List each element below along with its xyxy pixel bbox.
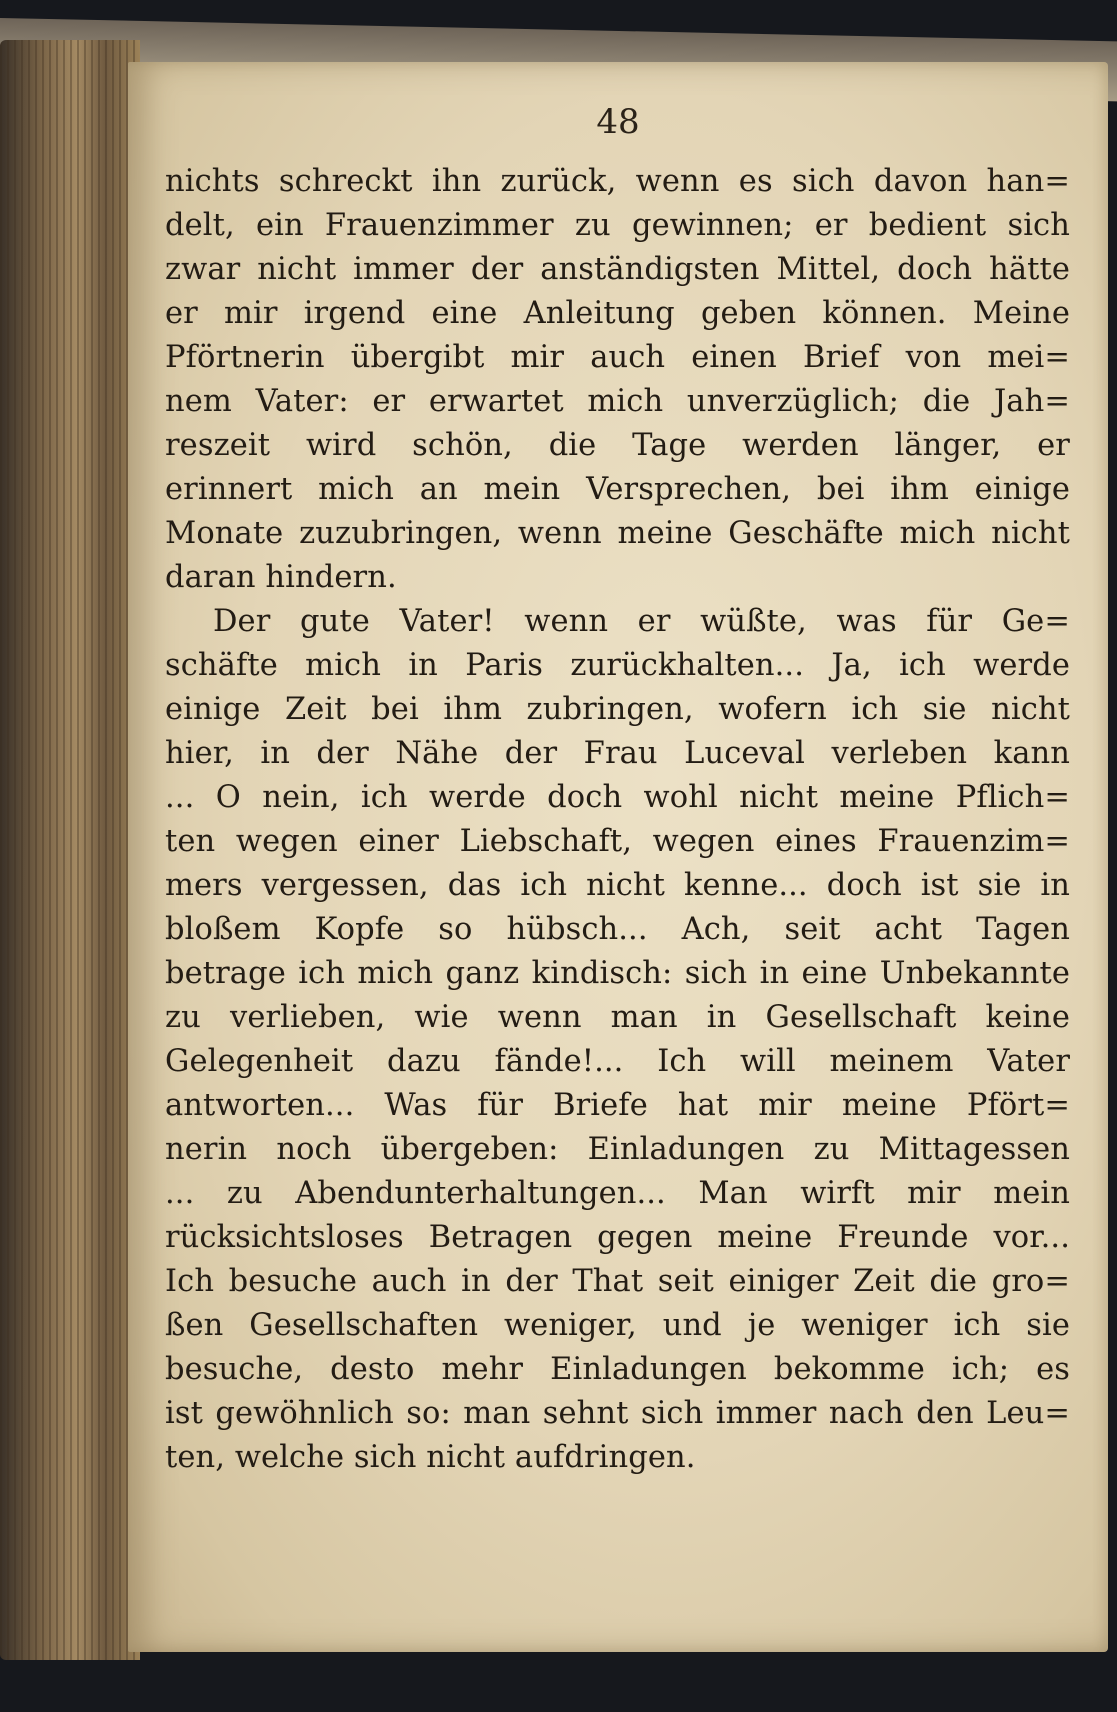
text-line: antworten... Was für Briefe hat mir meine Pfört= xyxy=(165,1088,1070,1123)
text-line: er mir irgend eine Anleitung geben können. Meine xyxy=(165,296,1070,331)
page-number: 48 xyxy=(596,102,640,142)
text-line: ... O nein, ich werde doch wohl nicht meine Pflich= xyxy=(165,780,1070,815)
text-line: Monate zuzubringen, wenn meine Geschäfte mich nicht xyxy=(165,516,1070,551)
text-line: zu verlieben, wie wenn man in Gesellschaft keine xyxy=(165,1000,1070,1035)
text-line: hier, in der Nähe der Frau Luceval verleben kann xyxy=(165,736,1070,771)
text-line: daran hindern. xyxy=(165,560,397,595)
text-line: ten, welche sich nicht aufdringen. xyxy=(165,1440,696,1475)
text-line: Der gute Vater! wenn er wüßte, was für Ge= xyxy=(213,604,1070,639)
text-line: ... zu Abendunterhaltungen... Man wirft mir mein xyxy=(165,1176,1070,1211)
page-stack-edge xyxy=(0,40,140,1660)
text-line: nem Vater: er erwartet mich unverzüglich; die Jah= xyxy=(165,384,1070,419)
text-line: besuche, desto mehr Einladungen bekomme ich; es xyxy=(165,1352,1070,1387)
text-line: einige Zeit bei ihm zubringen, wofern ich sie nicht xyxy=(165,692,1070,727)
text-line: erinnert mich an mein Versprechen, bei ihm einige xyxy=(165,472,1070,507)
text-line: betrage ich mich ganz kindisch: sich in eine Unbekannte xyxy=(165,956,1070,991)
text-line: bloßem Kopfe so hübsch... Ach, seit acht Tagen xyxy=(165,912,1070,947)
page-text xyxy=(165,160,1070,1480)
text-line: Pförtnerin übergibt mir auch einen Brief von mei= xyxy=(165,340,1070,375)
text-line: ten wegen einer Liebschaft, wegen eines Frauenzim= xyxy=(165,824,1070,859)
text-line: zwar nicht immer der anständigsten Mittel, doch hätte xyxy=(165,252,1070,287)
text-line: nerin noch übergeben: Einladungen zu Mittagessen xyxy=(165,1132,1070,1167)
text-line: ßen Gesellschaften weniger, und je weniger ich sie xyxy=(165,1308,1070,1343)
text-line: rücksichtsloses Betragen gegen meine Freunde vor... xyxy=(165,1220,1070,1255)
text-line: delt, ein Frauenzimmer zu gewinnen; er bedient sich xyxy=(165,208,1070,243)
text-line: reszeit wird schön, die Tage werden länger, er xyxy=(165,428,1070,463)
text-line: nichts schreckt ihn zurück, wenn es sich davon han= xyxy=(165,164,1070,199)
text-line: Ich besuche auch in der That seit einiger Zeit die gro= xyxy=(165,1264,1070,1299)
text-line: schäfte mich in Paris zurückhalten... Ja, ich werde xyxy=(165,648,1070,683)
text-line: mers vergessen, das ich nicht kenne... doch ist sie in xyxy=(165,868,1070,903)
text-line: Gelegenheit dazu fände!... Ich will meinem Vater xyxy=(165,1044,1070,1079)
text-line: ist gewöhnlich so: man sehnt sich immer nach den Leu= xyxy=(165,1396,1070,1431)
